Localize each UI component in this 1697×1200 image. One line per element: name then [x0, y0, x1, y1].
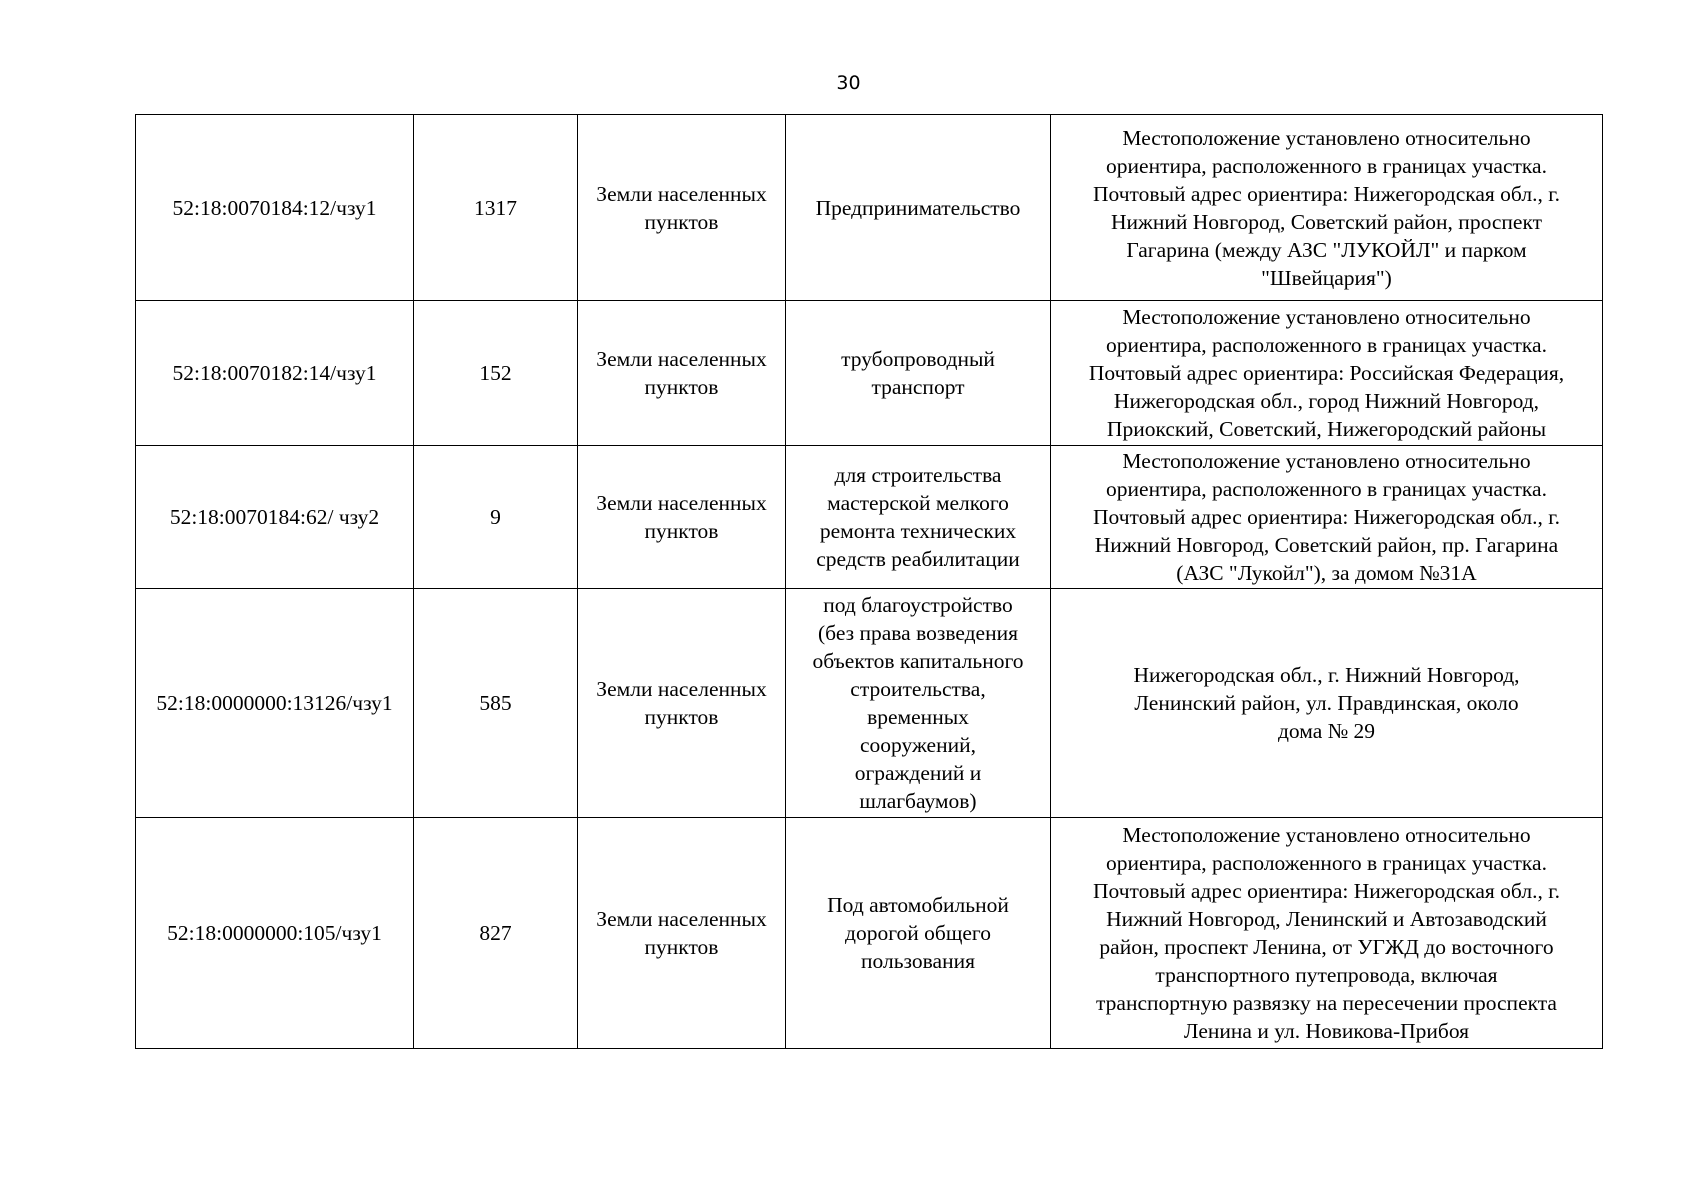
land-category-cell: Земли населенных пунктов [578, 589, 786, 818]
location-cell: Местоположение установлено относительно ориентира, расположенного в границах участка. Почтовый адрес ориентира: Нижегородская обл., г. Нижний Новгород, Советский район, проспект Гагарина (между АЗС "ЛУКОЙЛ" и парком "Швейцария") [1051, 115, 1603, 301]
table-row [136, 589, 1603, 818]
location-cell: Местоположение установлено относительно ориентира, расположенного в границах участка. Почтовый адрес ориентира: Российская Федерация, Нижегородская обл., город Нижний Новгород, Приокский, Советский, Нижегородский районы [1051, 301, 1603, 446]
cadastral-number-cell: 52:18:0000000:13126/чзу1 [136, 589, 414, 818]
location-cell: Местоположение установлено относительно ориентира, расположенного в границах участка. Почтовый адрес ориентира: Нижегородская обл., г. Нижний Новгород, Ленинский и Автозаводский район, проспект Ленина, от УГЖД до восточного транспортного путепровода, включая транспортную развязку на пересечении проспекта Ленина и ул. Новикова-Прибоя [1051, 818, 1603, 1049]
area-cell: 585 [414, 589, 578, 818]
cadastral-number-cell: 52:18:0070184:12/чзу1 [136, 115, 414, 301]
location-cell: Местоположение установлено относительно ориентира, расположенного в границах участка. Почтовый адрес ориентира: Нижегородская обл., г. Нижний Новгород, Советский район, пр. Гагарина (АЗС "Лукойл"), за домом №31А [1051, 446, 1603, 589]
permitted-use-cell: трубопроводный транспорт [786, 301, 1051, 446]
cadastral-number-cell: 52:18:0000000:105/чзу1 [136, 818, 414, 1049]
land-category-cell: Земли населенных пунктов [578, 301, 786, 446]
area-cell: 152 [414, 301, 578, 446]
table-row [136, 115, 1603, 301]
land-plots-table [135, 114, 1603, 1049]
table-row [136, 446, 1603, 589]
area-cell: 9 [414, 446, 578, 589]
area-cell: 1317 [414, 115, 578, 301]
land-category-cell: Земли населенных пунктов [578, 446, 786, 589]
table-row [136, 818, 1603, 1049]
cadastral-number-cell: 52:18:0070182:14/чзу1 [136, 301, 414, 446]
table-row [136, 301, 1603, 446]
permitted-use-cell: для строительства мастерской мелкого ремонта технических средств реабилитации [786, 446, 1051, 589]
cadastral-number-cell: 52:18:0070184:62/ чзу2 [136, 446, 414, 589]
permitted-use-cell: под благоустройство (без права возведения объектов капитального строительства, временных сооружений, ограждений и шлагбаумов) [786, 589, 1051, 818]
land-category-cell: Земли населенных пунктов [578, 115, 786, 301]
area-cell: 827 [414, 818, 578, 1049]
location-cell: Нижегородская обл., г. Нижний Новгород, Ленинский район, ул. Правдинская, около дома № 29 [1051, 589, 1603, 818]
page-number: 30 [836, 72, 861, 94]
permitted-use-cell: Под автомобильной дорогой общего пользования [786, 818, 1051, 1049]
land-category-cell: Земли населенных пунктов [578, 818, 786, 1049]
permitted-use-cell: Предпринимательство [786, 115, 1051, 301]
